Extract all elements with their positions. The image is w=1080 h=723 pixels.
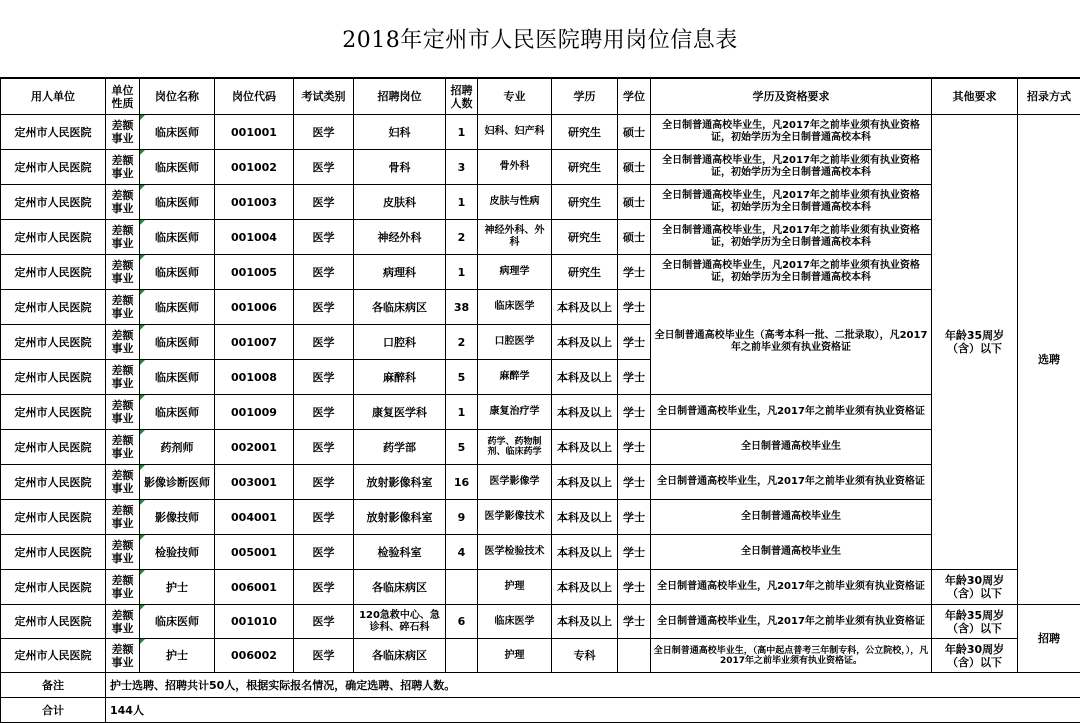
cell-exam-type: 医学 [294, 395, 354, 430]
table-row [1, 150, 1080, 185]
cell-education: 本科及以上 [552, 535, 618, 570]
cell-recruit-post: 麻醉科 [354, 360, 446, 395]
cell-post-code: 006002 [215, 639, 294, 673]
cell-post-name: 临床医师 [140, 220, 215, 255]
cell-unit: 定州市人民医院 [1, 150, 106, 185]
cell-recruit-post: 病理科 [354, 255, 446, 290]
cell-count: 5 [446, 360, 478, 395]
cell-recruit-post: 妇科 [354, 115, 446, 150]
total-label: 合计 [1, 698, 106, 723]
table-row [1, 605, 1080, 639]
cell-nature: 差额事业 [106, 325, 140, 360]
cell-unit: 定州市人民医院 [1, 325, 106, 360]
cell-recruit-post: 口腔科 [354, 325, 446, 360]
table-row [1, 535, 1080, 570]
cell-degree: 学士 [618, 325, 651, 360]
header-other: 其他要求 [932, 79, 1018, 115]
cell-major: 护理 [478, 570, 552, 605]
cell-degree [618, 639, 651, 673]
cell-major: 医学检验技术 [478, 535, 552, 570]
table-row [1, 500, 1080, 535]
cell-nature: 差额事业 [106, 465, 140, 500]
cell-post-name: 临床医师 [140, 255, 215, 290]
cell-recruit-post: 各临床病区 [354, 570, 446, 605]
header-degree: 学位 [618, 79, 651, 115]
cell-nature: 差额事业 [106, 290, 140, 325]
cell-education: 本科及以上 [552, 290, 618, 325]
cell-education: 本科及以上 [552, 465, 618, 500]
cell-post-code: 001006 [215, 290, 294, 325]
cell-qualification: 全日制普通高校毕业生，凡2017年之前毕业须有执业资格证，初始学历为全日制普通高校本科 [651, 185, 932, 220]
cell-recruit-post: 康复医学科 [354, 395, 446, 430]
cell-post-name: 临床医师 [140, 360, 215, 395]
cell-count: 1 [446, 395, 478, 430]
cell-qualification: 全日制普通高校毕业生，凡2017年之前毕业须有执业资格证 [651, 395, 932, 430]
cell-post-code: 001002 [215, 150, 294, 185]
cell-post-name: 临床医师 [140, 290, 215, 325]
cell-count: 16 [446, 465, 478, 500]
cell-degree: 硕士 [618, 150, 651, 185]
cell-major: 口腔医学 [478, 325, 552, 360]
cell-education: 研究生 [552, 150, 618, 185]
cell-post-code: 003001 [215, 465, 294, 500]
table-row [1, 639, 1080, 673]
cell-count: 2 [446, 220, 478, 255]
cell-major: 皮肤与性病 [478, 185, 552, 220]
header-method: 招录方式 [1018, 79, 1080, 115]
cell-degree: 硕士 [618, 185, 651, 220]
cell-nature: 差额事业 [106, 255, 140, 290]
cell-recruit-post: 骨科 [354, 150, 446, 185]
cell-recruit-post: 神经外科 [354, 220, 446, 255]
cell-unit: 定州市人民医院 [1, 430, 106, 465]
cell-education: 研究生 [552, 255, 618, 290]
cell-education: 本科及以上 [552, 500, 618, 535]
cell-recruit-post: 皮肤科 [354, 185, 446, 220]
cell-unit: 定州市人民医院 [1, 395, 106, 430]
cell-degree: 学士 [618, 430, 651, 465]
header-count: 招聘人数 [446, 79, 478, 115]
cell-post-code: 005001 [215, 535, 294, 570]
cell-qualification-merged: 全日制普通高校毕业生（高考本科一批、二批录取），凡2017年之前毕业须有执业资格证 [651, 290, 932, 395]
cell-recruit-post: 药学部 [354, 430, 446, 465]
cell-exam-type: 医学 [294, 220, 354, 255]
recruitment-table [0, 78, 1080, 723]
cell-qualification: 全日制普通高校毕业生 [651, 535, 932, 570]
note-row [1, 673, 1080, 698]
cell-unit: 定州市人民医院 [1, 535, 106, 570]
cell-exam-type: 医学 [294, 500, 354, 535]
cell-major: 神经外科、外科 [478, 220, 552, 255]
cell-count: 4 [446, 535, 478, 570]
cell-unit: 定州市人民医院 [1, 115, 106, 150]
cell-major: 骨外科 [478, 150, 552, 185]
cell-exam-type: 医学 [294, 150, 354, 185]
cell-exam-type: 医学 [294, 535, 354, 570]
cell-post-name: 临床医师 [140, 325, 215, 360]
cell-count: 1 [446, 255, 478, 290]
cell-recruit-post: 检验科室 [354, 535, 446, 570]
cell-count: 2 [446, 325, 478, 360]
cell-education: 本科及以上 [552, 570, 618, 605]
cell-post-code: 001001 [215, 115, 294, 150]
cell-unit: 定州市人民医院 [1, 465, 106, 500]
cell-post-name: 检验技师 [140, 535, 215, 570]
cell-post-code: 001007 [215, 325, 294, 360]
cell-major: 药学、药物制剂、临床药学 [478, 430, 552, 465]
cell-count: 38 [446, 290, 478, 325]
cell-post-code: 004001 [215, 500, 294, 535]
cell-other: 年龄30周岁（含）以下 [932, 639, 1018, 673]
cell-nature: 差额事业 [106, 150, 140, 185]
cell-exam-type: 医学 [294, 465, 354, 500]
cell-unit: 定州市人民医院 [1, 255, 106, 290]
cell-qualification: 全日制普通高校毕业生，凡2017年之前毕业须有执业资格证，初始学历为全日制普通高校本科 [651, 150, 932, 185]
table-row [1, 115, 1080, 150]
cell-exam-type: 医学 [294, 115, 354, 150]
table-row [1, 395, 1080, 430]
header-unit: 用人单位 [1, 79, 106, 115]
cell-post-code: 002001 [215, 430, 294, 465]
cell-education: 本科及以上 [552, 325, 618, 360]
cell-exam-type: 医学 [294, 430, 354, 465]
cell-unit: 定州市人民医院 [1, 220, 106, 255]
cell-nature: 差额事业 [106, 115, 140, 150]
cell-education: 本科及以上 [552, 395, 618, 430]
cell-degree: 学士 [618, 535, 651, 570]
cell-other-merged: 年龄35周岁（含）以下 [932, 115, 1018, 570]
cell-exam-type: 医学 [294, 639, 354, 673]
cell-degree: 学士 [618, 605, 651, 639]
table-row [1, 220, 1080, 255]
cell-unit: 定州市人民医院 [1, 639, 106, 673]
cell-unit: 定州市人民医院 [1, 185, 106, 220]
cell-qualification: 全日制普通高校毕业生 [651, 430, 932, 465]
cell-post-code: 001005 [215, 255, 294, 290]
table-row [1, 185, 1080, 220]
header-education: 学历 [552, 79, 618, 115]
cell-nature: 差额事业 [106, 220, 140, 255]
note-label: 备注 [1, 673, 106, 698]
cell-method-merged: 招聘 [1018, 605, 1080, 673]
cell-exam-type: 医学 [294, 605, 354, 639]
cell-exam-type: 医学 [294, 290, 354, 325]
cell-count: 3 [446, 150, 478, 185]
cell-major: 医学影像技术 [478, 500, 552, 535]
cell-qualification: 全日制普通高校毕业生，凡2017年之前毕业须有执业资格证，初始学历为全日制普通高校本科 [651, 220, 932, 255]
cell-qualification: 全日制普通高校毕业生，凡2017年之前毕业须有执业资格证，初始学历为全日制普通高校本科 [651, 255, 932, 290]
cell-count: 9 [446, 500, 478, 535]
cell-degree: 学士 [618, 395, 651, 430]
header-nature: 单位性质 [106, 79, 140, 115]
cell-education: 本科及以上 [552, 430, 618, 465]
cell-post-name: 影像技师 [140, 500, 215, 535]
cell-recruit-post: 120急救中心、急诊科、碎石科 [354, 605, 446, 639]
cell-count [446, 570, 478, 605]
header-row [1, 79, 1080, 115]
cell-recruit-post: 各临床病区 [354, 290, 446, 325]
cell-qualification: 全日制普通高校毕业生 [651, 500, 932, 535]
cell-major: 康复治疗学 [478, 395, 552, 430]
total-row [1, 698, 1080, 723]
cell-post-name: 临床医师 [140, 150, 215, 185]
table-title: 2018年定州市人民医院聘用岗位信息表 [0, 0, 1080, 78]
cell-qualification: 全日制普通高校毕业生，凡2017年之前毕业须有执业资格证 [651, 465, 932, 500]
cell-education: 本科及以上 [552, 605, 618, 639]
cell-post-name: 影像诊断医师 [140, 465, 215, 500]
cell-exam-type: 医学 [294, 185, 354, 220]
cell-degree: 学士 [618, 290, 651, 325]
cell-qualification: 全日制普通高校毕业生，凡2017年之前毕业须有执业资格证 [651, 605, 932, 639]
cell-unit: 定州市人民医院 [1, 500, 106, 535]
cell-post-code: 001008 [215, 360, 294, 395]
cell-degree: 学士 [618, 570, 651, 605]
cell-degree: 学士 [618, 500, 651, 535]
cell-post-code: 001003 [215, 185, 294, 220]
cell-exam-type: 医学 [294, 325, 354, 360]
cell-count: 6 [446, 605, 478, 639]
cell-post-code: 001004 [215, 220, 294, 255]
cell-degree: 硕士 [618, 115, 651, 150]
cell-post-code: 006001 [215, 570, 294, 605]
cell-exam-type: 医学 [294, 360, 354, 395]
cell-post-name: 临床医师 [140, 115, 215, 150]
total-text: 144人 [106, 698, 1080, 723]
cell-education: 研究生 [552, 220, 618, 255]
cell-count: 1 [446, 115, 478, 150]
cell-education: 研究生 [552, 185, 618, 220]
cell-post-name: 护士 [140, 639, 215, 673]
cell-other: 年龄35周岁（含）以下 [932, 605, 1018, 639]
cell-nature: 差额事业 [106, 185, 140, 220]
cell-exam-type: 医学 [294, 570, 354, 605]
cell-recruit-post: 放射影像科室 [354, 500, 446, 535]
header-post-name: 岗位名称 [140, 79, 215, 115]
cell-education: 专科 [552, 639, 618, 673]
cell-major: 麻醉学 [478, 360, 552, 395]
cell-recruit-post: 各临床病区 [354, 639, 446, 673]
cell-qualification: 全日制普通高校毕业生，凡2017年之前毕业须有执业资格证，初始学历为全日制普通高校本科 [651, 115, 932, 150]
cell-major: 妇科、妇产科 [478, 115, 552, 150]
cell-nature: 差额事业 [106, 535, 140, 570]
cell-post-name: 临床医师 [140, 395, 215, 430]
header-major: 专业 [478, 79, 552, 115]
header-post-code: 岗位代码 [215, 79, 294, 115]
cell-major: 临床医学 [478, 605, 552, 639]
cell-recruit-post: 放射影像科室 [354, 465, 446, 500]
cell-post-code: 001010 [215, 605, 294, 639]
header-qualification: 学历及资格要求 [651, 79, 932, 115]
cell-nature: 差额事业 [106, 360, 140, 395]
cell-method-merged: 选聘 [1018, 115, 1080, 605]
cell-degree: 硕士 [618, 220, 651, 255]
cell-qualification: 全日制普通高校毕业生，凡2017年之前毕业须有执业资格证 [651, 570, 932, 605]
table-row [1, 255, 1080, 290]
cell-count: 5 [446, 430, 478, 465]
cell-education: 研究生 [552, 115, 618, 150]
cell-nature: 差额事业 [106, 395, 140, 430]
cell-count [446, 639, 478, 673]
cell-unit: 定州市人民医院 [1, 290, 106, 325]
cell-nature: 差额事业 [106, 605, 140, 639]
cell-unit: 定州市人民医院 [1, 360, 106, 395]
table-row [1, 290, 1080, 325]
cell-post-name: 临床医师 [140, 605, 215, 639]
cell-degree: 学士 [618, 465, 651, 500]
cell-other: 年龄30周岁（含）以下 [932, 570, 1018, 605]
cell-post-name: 临床医师 [140, 185, 215, 220]
cell-education: 本科及以上 [552, 360, 618, 395]
note-text: 护士选聘、招聘共计50人，根据实际报名情况，确定选聘、招聘人数。 [106, 673, 1080, 698]
cell-post-name: 药剂师 [140, 430, 215, 465]
table-row [1, 570, 1080, 605]
table-row [1, 465, 1080, 500]
cell-major: 临床医学 [478, 290, 552, 325]
cell-major: 医学影像学 [478, 465, 552, 500]
cell-nature: 差额事业 [106, 430, 140, 465]
cell-major: 护理 [478, 639, 552, 673]
cell-nature: 差额事业 [106, 639, 140, 673]
cell-post-name: 护士 [140, 570, 215, 605]
cell-count: 1 [446, 185, 478, 220]
cell-qualification: 全日制普通高校毕业生，（高中起点普考三年制专科，公立院校，），凡2017年之前毕业须有执业资格证。 [651, 639, 932, 673]
cell-degree: 学士 [618, 255, 651, 290]
cell-unit: 定州市人民医院 [1, 570, 106, 605]
table-row [1, 430, 1080, 465]
cell-nature: 差额事业 [106, 570, 140, 605]
cell-unit: 定州市人民医院 [1, 605, 106, 639]
header-recruit-post: 招聘岗位 [354, 79, 446, 115]
cell-post-code: 001009 [215, 395, 294, 430]
cell-nature: 差额事业 [106, 500, 140, 535]
cell-degree: 学士 [618, 360, 651, 395]
header-exam-type: 考试类别 [294, 79, 354, 115]
cell-exam-type: 医学 [294, 255, 354, 290]
cell-major: 病理学 [478, 255, 552, 290]
